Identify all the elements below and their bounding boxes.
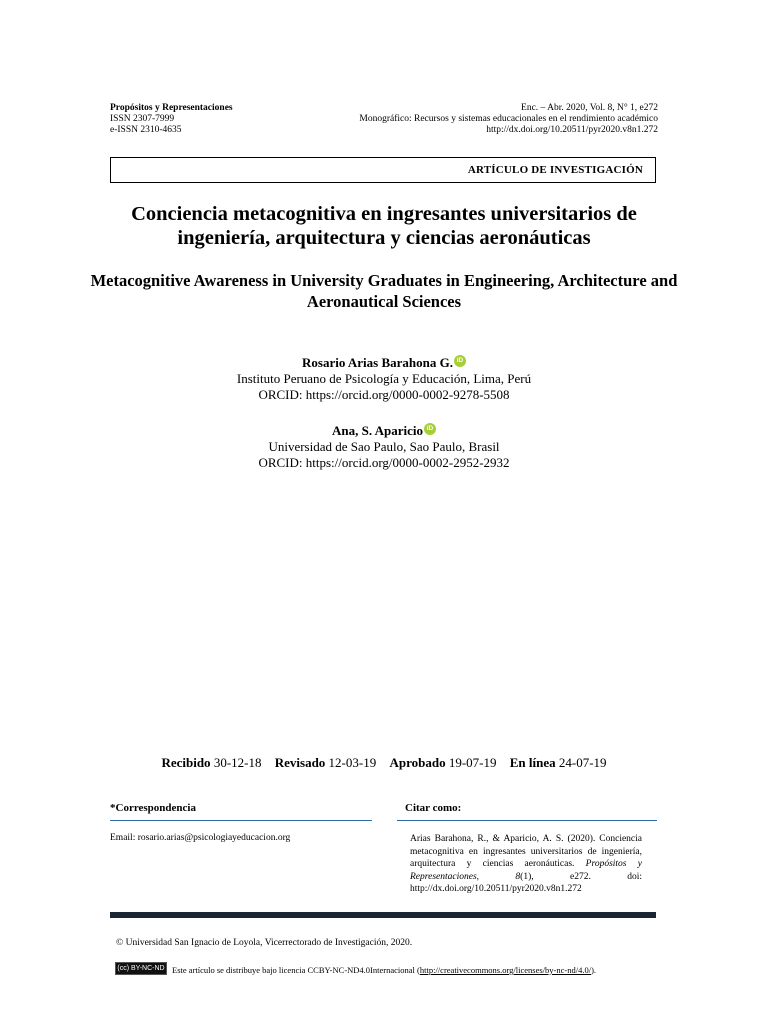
citation-journal: Propósitos y Representaciones, bbox=[410, 859, 642, 882]
received-date: 30-12-18 bbox=[213, 755, 262, 770]
orcid-icon[interactable]: iD bbox=[454, 355, 466, 367]
author-affiliation: Instituto Peruano de Psicología y Educación, Lima, Perú bbox=[236, 371, 532, 386]
author-name: Rosario Arias Barahona G. bbox=[302, 355, 453, 370]
approved-date: 19-07-19 bbox=[448, 755, 497, 770]
author-block-1 bbox=[110, 355, 658, 403]
journal-name: Propósitos y Representaciones bbox=[110, 103, 233, 113]
license-end: ). bbox=[591, 965, 597, 975]
license-link[interactable]: http://creativecommons.org/licenses/by-nc-nd/4.0/ bbox=[419, 965, 592, 975]
license-notice bbox=[172, 965, 596, 975]
citation-text bbox=[410, 833, 642, 896]
citation-title: Citar como: bbox=[405, 802, 462, 814]
correspondence-title: *Correspondencia bbox=[110, 802, 196, 814]
license-text: Este artículo se distribuye bajo licencia CCBY-NC-ND4.0Internacional ( bbox=[172, 965, 420, 975]
author-affiliation: Universidad de Sao Paulo, Sao Paulo, Brasil bbox=[268, 439, 500, 454]
journal-header-left bbox=[110, 103, 233, 136]
copyright-notice: © Universidad San Ignacio de Loyola, Vicerrectorado de Investigación, 2020. bbox=[116, 938, 413, 948]
received-label: Recibido bbox=[161, 755, 211, 770]
issue-info: Enc. – Abr. 2020, Vol. 8, N° 1, e272 bbox=[521, 103, 658, 113]
article-type-box bbox=[110, 157, 656, 183]
correspondence-divider bbox=[110, 820, 372, 821]
article-type: ARTÍCULO DE INVESTIGACIÓN bbox=[467, 164, 643, 176]
correspondence-email[interactable]: Email: rosario.arias@psicologiayeducacion.org bbox=[110, 833, 291, 843]
issn: ISSN 2307-7999 bbox=[110, 114, 175, 124]
approved-label: Aprobado bbox=[389, 755, 446, 770]
journal-header-right bbox=[359, 103, 658, 136]
title-spanish: Conciencia metacognitiva en ingresantes universitarios de ingeniería, arquitectura y ciencias aeronáuticas bbox=[131, 203, 637, 249]
cc-license-icon[interactable]: (cc) BY-NC-ND bbox=[115, 962, 167, 975]
revised-label: Revisado bbox=[274, 755, 326, 770]
citation-volume: 8 bbox=[515, 871, 521, 882]
author-orcid[interactable]: ORCID: https://orcid.org/0000-0002-9278-5508 bbox=[258, 387, 510, 402]
author-orcid[interactable]: ORCID: https://orcid.org/0000-0002-2952-2932 bbox=[258, 455, 510, 470]
footer-bar bbox=[110, 912, 656, 918]
author-block-2 bbox=[110, 423, 658, 471]
online-label: En línea bbox=[509, 755, 556, 770]
online-date: 24-07-19 bbox=[558, 755, 607, 770]
revised-date: 12-03-19 bbox=[328, 755, 377, 770]
header-doi-link[interactable]: http://dx.doi.org/10.20511/pyr2020.v8n1.272 bbox=[486, 125, 658, 135]
orcid-icon[interactable]: iD bbox=[424, 423, 436, 435]
citation-divider bbox=[397, 820, 657, 821]
citation-part-b: (1), e272. doi: http://dx.doi.org/10.20511/pyr2020.v8n1.272 bbox=[410, 871, 643, 894]
dates-row bbox=[110, 755, 658, 771]
monograph-info: Monográfico: Recursos y sistemas educacionales en el rendimiento académico bbox=[359, 114, 658, 124]
title-english: Metacognitive Awareness in University Graduates in Engineering, Architecture and Aeronautical Sciences bbox=[90, 271, 678, 311]
author-name: Ana, S. Aparicio bbox=[331, 423, 423, 438]
eissn: e-ISSN 2310-4635 bbox=[110, 125, 182, 135]
citation-part-a: Arias Barahona, R., & Aparicio, A. S. (2020). Conciencia metacognitiva en ingresantes universitarios de ingeniería, arquitectura y ciencias aeronáuticas. bbox=[410, 834, 642, 869]
